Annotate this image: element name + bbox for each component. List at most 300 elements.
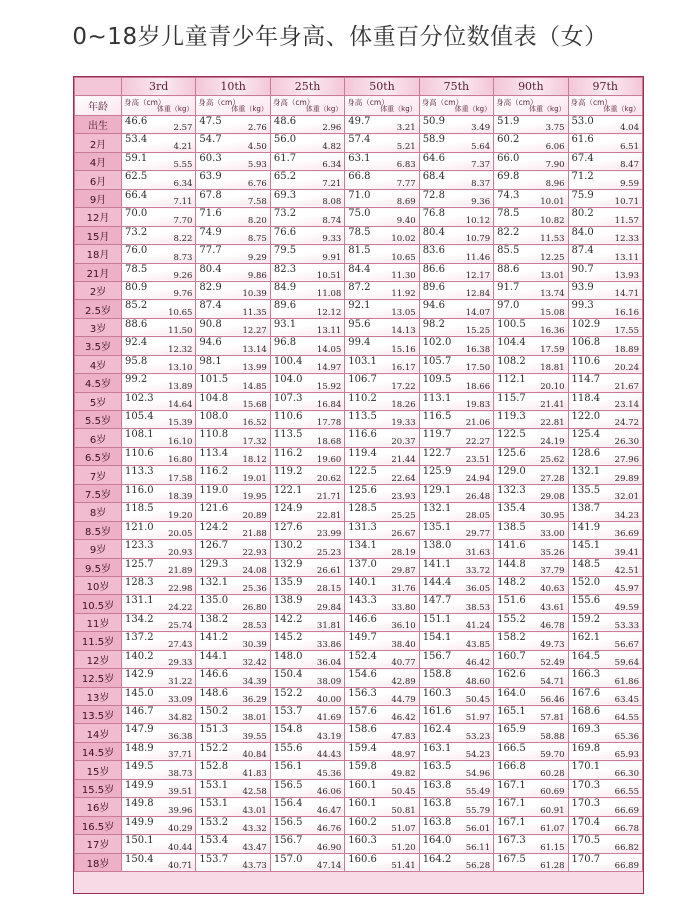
value-cell [419,632,493,650]
value-cell [196,374,270,392]
weight-value: 13.89 [168,381,193,392]
height-value: 98.2 [422,318,445,330]
weight-value: 14.13 [391,326,416,337]
height-value: 160.2 [348,816,377,828]
height-value: 154.1 [422,632,452,644]
height-value: 132.3 [497,484,526,496]
height-value: 89.6 [422,281,445,293]
weight-value: 13.10 [168,363,193,374]
height-value: 132.1 [422,503,452,515]
value-cell [345,189,419,207]
table-row [75,171,643,189]
height-value: 152.2 [273,687,303,699]
height-value: 107.3 [273,392,303,404]
value-cell [494,798,568,816]
weight-value: 36.38 [168,731,193,742]
weight-value: 26.80 [242,602,267,613]
percentile-header: 75th [419,78,493,96]
age-label: 14.5岁 [75,742,122,760]
value-cell [345,411,419,429]
weight-value: 65.36 [614,731,639,742]
height-value: 170.3 [571,798,601,810]
weight-value: 20.05 [168,529,193,540]
age-label: 7.5岁 [75,484,122,502]
table-row [75,558,643,576]
weight-value: 13.11 [614,252,639,263]
height-value: 110.6 [125,447,154,459]
weight-value: 51.20 [391,842,416,853]
weight-value: 39.51 [168,787,193,798]
height-value: 61.6 [571,134,594,146]
table-row [75,374,643,392]
height-value: 159.8 [348,761,377,773]
weight-value: 17.50 [465,363,491,374]
value-cell [568,245,642,263]
weight-value: 13.01 [540,270,565,281]
height-value: 119.4 [348,447,377,459]
weight-value: 46.42 [465,658,491,669]
table-row [75,613,643,631]
height-value: 78.5 [125,263,148,275]
value-cell [568,816,642,834]
height-value: 135.1 [422,521,452,533]
age-label: 17岁 [75,835,122,853]
height-value: 110.2 [348,392,377,404]
weight-value: 18.39 [168,492,193,503]
weight-value: 46.78 [540,621,565,632]
height-value: 51.9 [497,116,520,127]
value-cell [122,134,196,152]
weight-value: 10.02 [391,234,416,245]
weight-value: 4.21 [173,141,193,152]
table-row [75,300,643,318]
table-row [75,263,643,281]
weight-value: 50.81 [391,805,416,816]
height-value: 113.4 [199,447,229,459]
weight-value: 10.51 [316,270,342,281]
weight-value: 12.84 [465,289,491,300]
value-cell [345,429,419,447]
value-cell [196,171,270,189]
value-cell [345,742,419,760]
value-cell [196,724,270,742]
age-label: 15月 [75,226,122,244]
height-value: 140.2 [125,650,154,662]
value-cell [270,724,344,742]
value-cell [419,152,493,170]
weight-value: 55.49 [465,787,491,798]
age-label: 16.5岁 [75,816,122,834]
value-cell [419,613,493,631]
value-cell [345,226,419,244]
weight-value: 28.19 [391,547,416,558]
height-value: 54.7 [199,134,222,146]
weight-value: 38.73 [168,768,193,779]
height-value: 71.0 [348,189,371,201]
height-value: 135.9 [273,576,303,588]
percentile-header: 90th [494,78,568,96]
weight-value: 31.76 [391,584,416,595]
height-value: 160.3 [422,687,452,699]
weight-value: 13.93 [614,270,639,281]
weight-value: 31.81 [316,621,342,632]
height-value: 143.3 [348,595,377,607]
height-value: 149.9 [125,779,154,791]
weight-value: 23.14 [614,400,639,410]
table-row [75,152,643,170]
value-cell [568,429,642,447]
height-value: 116.6 [348,429,377,441]
value-cell [494,355,568,373]
weight-value: 36.10 [391,621,416,632]
age-label: 12.5岁 [75,669,122,687]
table-row [75,337,643,355]
height-value: 148.0 [273,650,303,662]
value-cell [122,116,196,134]
height-unit-label: 身高（cm） [496,98,538,107]
value-cell [568,281,642,299]
weight-unit-label: 体重（kg） [454,105,492,113]
weight-value: 6.51 [620,141,639,152]
height-value: 53.4 [125,134,148,146]
value-cell [196,447,270,465]
height-value: 135.0 [199,595,229,607]
weight-value: 41.69 [316,713,342,724]
height-value: 57.4 [348,134,371,146]
weight-value: 17.55 [614,326,639,337]
value-cell [568,392,642,410]
height-value: 167.3 [497,835,526,847]
height-value: 141.6 [497,540,526,552]
height-value: 152.2 [199,742,229,754]
value-cell [122,374,196,392]
weight-value: 41.24 [465,621,491,632]
weight-value: 5.64 [471,141,491,152]
height-value: 80.2 [571,208,594,220]
value-cell [494,521,568,539]
height-value: 85.2 [125,300,148,312]
weight-value: 20.62 [316,473,342,484]
weight-value: 24.72 [614,418,639,429]
weight-value: 14.71 [614,289,639,300]
height-value: 159.2 [571,613,601,625]
height-value: 166.3 [571,669,601,681]
value-cell [122,853,196,871]
height-value: 92.1 [348,300,371,312]
height-value: 63.9 [199,171,222,183]
weight-value: 45.97 [614,584,639,595]
value-cell [196,281,270,299]
height-value: 84.0 [571,226,594,238]
age-label: 12月 [75,208,122,226]
weight-value: 33.09 [168,695,193,705]
weight-value: 56.28 [465,860,491,871]
weight-value: 52.49 [540,658,565,669]
height-value: 160.7 [497,650,526,662]
height-value: 104.8 [199,392,229,404]
value-cell [568,134,642,152]
height-value: 150.4 [125,853,154,865]
value-cell [568,484,642,502]
weight-value: 43.61 [540,602,565,613]
age-label: 15岁 [75,761,122,779]
weight-value: 25.62 [540,455,565,466]
weight-value: 8.47 [620,160,639,171]
height-value: 125.6 [348,484,377,496]
age-label: 16岁 [75,798,122,816]
weight-value: 15.39 [168,418,193,429]
value-cell [345,558,419,576]
height-value: 138.0 [422,540,452,552]
weight-value: 42.51 [614,565,639,576]
height-value: 137.2 [125,632,154,644]
weight-unit-label: 体重（kg） [231,105,268,113]
height-value: 102.9 [571,318,601,330]
table-row [75,669,643,687]
value-cell [568,835,642,853]
value-cell [494,724,568,742]
value-cell [122,466,196,484]
value-cell [419,134,493,152]
value-cell [494,281,568,299]
height-value: 69.3 [273,189,297,201]
value-cell [568,779,642,797]
height-value: 113.1 [422,392,452,404]
weight-value: 4.50 [247,141,267,152]
height-value: 87.4 [571,245,594,257]
weight-value: 15.08 [540,307,565,318]
weight-value: 20.89 [242,510,267,521]
value-cell [494,816,568,834]
weight-value: 21.06 [465,418,491,429]
height-value: 165.1 [497,706,526,717]
height-value: 122.7 [422,447,452,459]
age-label: 13.5岁 [75,706,122,724]
value-cell [345,853,419,871]
weight-value: 65.93 [614,750,639,761]
height-value: 75.9 [571,189,594,201]
height-value: 153.4 [199,835,229,847]
value-cell [419,706,493,724]
weight-value: 7.58 [247,197,267,208]
height-value: 134.2 [125,613,154,625]
value-cell [122,152,196,170]
height-value: 151.3 [199,724,229,736]
height-value: 71.2 [571,171,594,183]
weight-value: 21.89 [168,565,193,576]
weight-value: 12.27 [242,326,267,337]
value-cell [122,411,196,429]
height-value: 158.2 [497,632,526,644]
table-row [75,484,643,502]
height-value: 166.5 [497,742,526,754]
table-row [75,779,643,797]
table-row [75,392,643,410]
value-cell [494,632,568,650]
weight-value: 56.67 [614,639,639,650]
value-cell [270,281,344,299]
height-value: 91.7 [497,281,520,293]
age-label: 4.5岁 [75,374,122,392]
height-value: 76.0 [125,245,148,257]
value-cell [270,208,344,226]
value-cell [568,742,642,760]
weight-value: 43.73 [242,860,267,871]
value-cell [345,263,419,281]
value-cell [568,189,642,207]
value-cell [122,540,196,558]
unit-header-cell [345,96,419,116]
weight-value: 13.99 [242,363,267,374]
height-value: 66.4 [125,189,148,201]
table-row [75,318,643,336]
weight-value: 33.72 [465,565,491,576]
value-cell [196,669,270,687]
weight-value: 6.34 [322,160,342,171]
height-unit-label: 身高（cm） [124,98,166,107]
percentile-header: 25th [270,78,344,96]
height-value: 166.8 [497,761,526,773]
value-cell [196,503,270,521]
height-value: 77.7 [199,245,222,257]
height-value: 160.1 [348,798,377,810]
value-cell [122,650,196,668]
table-row [75,798,643,816]
weight-unit-label: 体重（kg） [529,105,566,113]
height-value: 170.5 [571,835,601,847]
height-value: 108.2 [497,355,526,367]
value-cell [568,503,642,521]
table-row [75,853,643,871]
weight-value: 16.84 [316,400,342,410]
height-value: 130.2 [273,540,303,552]
height-value: 138.5 [497,521,526,533]
height-value: 134.1 [348,540,377,552]
weight-value: 60.91 [540,805,565,816]
value-cell [122,484,196,502]
age-label: 15.5岁 [75,779,122,797]
weight-value: 33.86 [316,639,342,650]
weight-value: 29.33 [168,658,193,669]
value-cell [270,742,344,760]
value-cell [196,134,270,152]
height-value: 125.4 [571,429,601,441]
height-value: 94.6 [199,337,222,349]
value-cell [345,134,419,152]
weight-value: 9.33 [322,234,342,245]
height-value: 78.5 [348,226,371,238]
weight-value: 18.68 [316,436,342,447]
height-value: 165.9 [497,724,526,736]
value-cell [568,724,642,742]
height-value: 105.4 [125,411,154,422]
value-cell [345,613,419,631]
value-cell [196,779,270,797]
weight-value: 16.52 [242,418,267,429]
height-unit-label: 身高（cm） [347,98,389,107]
value-cell [345,337,419,355]
value-cell [345,687,419,705]
height-value: 158.6 [348,724,377,736]
unit-header-cell [196,96,270,116]
table-row [75,116,643,134]
weight-value: 24.94 [465,473,491,484]
height-value: 86.6 [422,263,445,275]
value-cell [494,318,568,336]
value-cell [494,576,568,594]
value-cell [122,281,196,299]
weight-value: 40.63 [540,584,565,595]
weight-value: 56.46 [540,695,565,705]
height-value: 71.6 [199,208,222,220]
weight-value: 25.25 [391,510,416,521]
table-row [75,503,643,521]
value-cell [270,816,344,834]
height-value: 83.6 [422,245,445,257]
value-cell [494,558,568,576]
weight-value: 40.29 [168,824,193,835]
height-value: 142.9 [125,669,154,681]
table-row [75,429,643,447]
value-cell [345,171,419,189]
weight-value: 51.41 [391,860,416,871]
value-cell [568,466,642,484]
height-value: 116.5 [422,411,452,422]
height-value: 145.1 [571,540,601,552]
value-cell [568,798,642,816]
weight-value: 56.01 [465,824,491,835]
value-cell [494,779,568,797]
value-cell [270,613,344,631]
value-cell [494,650,568,668]
height-value: 151.1 [422,613,452,625]
value-cell [568,632,642,650]
weight-value: 15.68 [242,400,267,410]
height-value: 160.3 [348,835,377,847]
value-cell [196,355,270,373]
height-value: 94.6 [422,300,445,312]
weight-value: 22.64 [391,473,416,484]
height-value: 123.3 [125,540,154,552]
value-cell [568,318,642,336]
height-value: 70.0 [125,208,148,220]
weight-value: 7.21 [322,178,342,189]
height-value: 156.1 [273,761,303,773]
height-value: 140.1 [348,576,377,588]
weight-value: 31.63 [465,547,491,558]
value-cell [196,650,270,668]
height-value: 50.9 [422,116,445,127]
value-cell [568,576,642,594]
value-cell [270,152,344,170]
weight-value: 11.46 [465,252,491,263]
percentile-table [74,77,643,872]
height-value: 160.1 [348,779,377,791]
height-value: 149.9 [125,816,154,828]
table-row [75,742,643,760]
table-row [75,540,643,558]
table-row [75,189,643,207]
height-value: 148.2 [497,576,526,588]
value-cell [196,687,270,705]
height-value: 61.7 [273,152,297,164]
value-cell [270,706,344,724]
value-cell [419,281,493,299]
height-value: 162.6 [497,669,526,681]
weight-value: 10.01 [540,197,565,208]
weight-value: 40.44 [168,842,193,853]
age-label: 出生 [75,116,122,134]
